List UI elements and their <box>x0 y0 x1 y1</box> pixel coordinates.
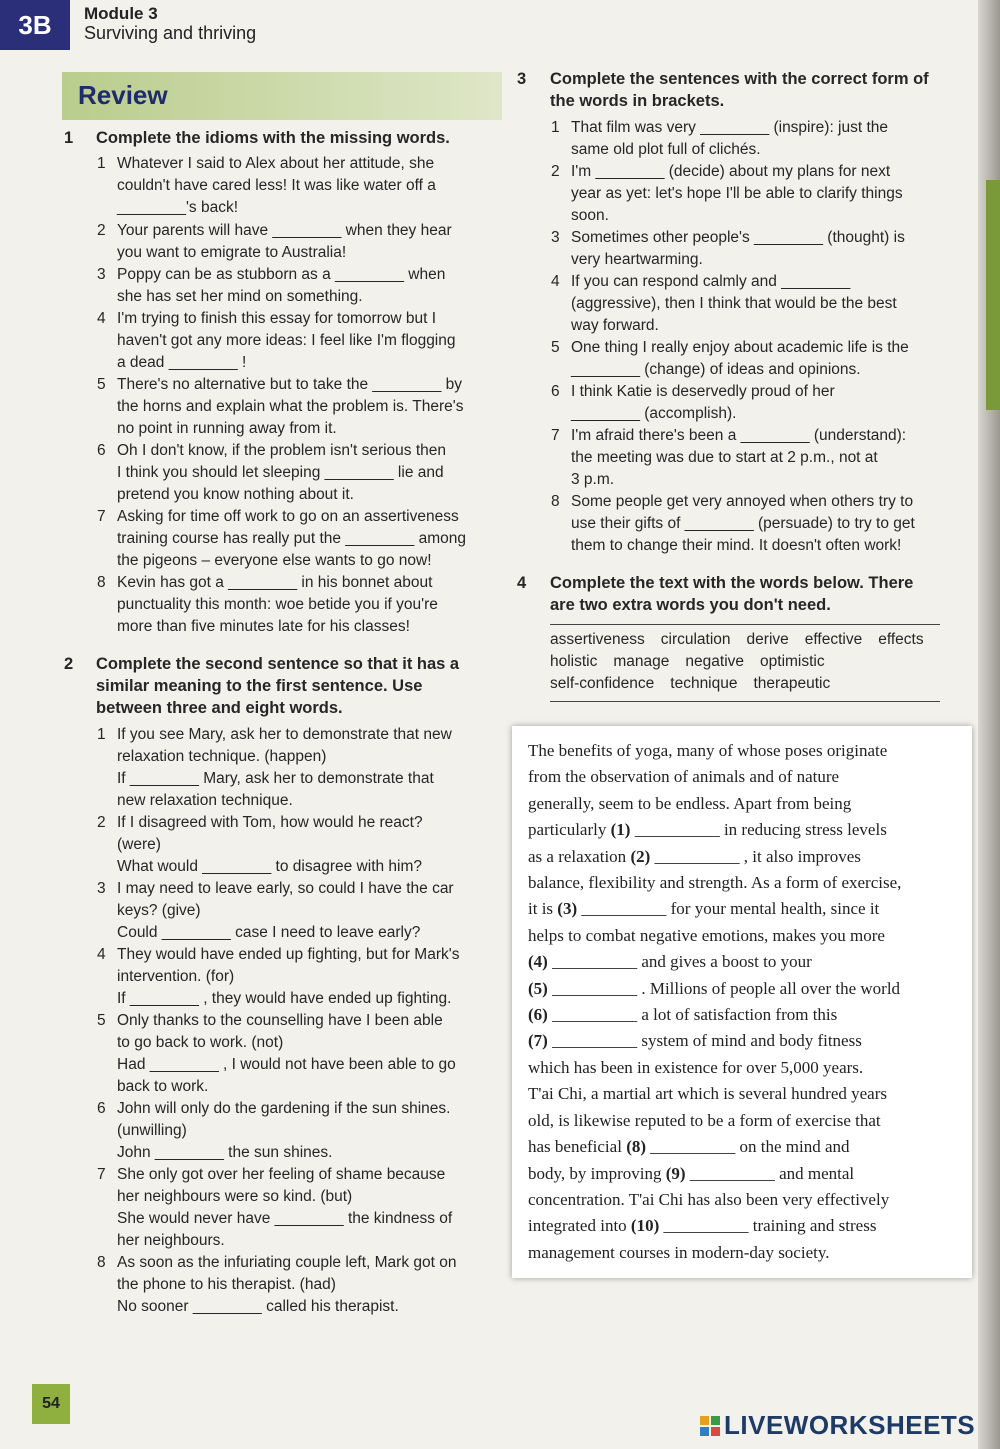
item-line: John will only do the gardening if the sun shines. <box>117 1100 451 1117</box>
section-4-heading-line: Complete the text with the words below. There <box>550 574 914 592</box>
item-line: Asking for time off work to go on an assertiveness <box>117 508 459 525</box>
item-line: ________ (change) of ideas and opinions. <box>571 361 861 378</box>
item-line: punctuality this month: woe betide you if you're <box>117 596 438 613</box>
item-number: 8 <box>551 493 560 510</box>
item-line: Poppy can be as stubborn as a ________ when <box>117 266 446 283</box>
item-number: 5 <box>97 376 106 393</box>
text-line: has beneficial (8) __________ on the mind and <box>528 1137 850 1157</box>
section-2-heading <box>96 653 459 719</box>
section-3-heading <box>550 68 929 112</box>
item-text <box>571 227 951 271</box>
item-number: 3 <box>97 880 106 897</box>
item-line: I'm trying to finish this essay for tomorrow but I <box>117 310 437 327</box>
text-line: T'ai Chi, a martial art which is several hundred years <box>528 1084 887 1104</box>
item-line: If you see Mary, ask her to demonstrate that new <box>117 726 452 743</box>
item-line: couldn't have cared less! It was like water off a <box>117 177 436 194</box>
item-line: relaxation technique. (happen) <box>117 748 327 765</box>
item-number: 6 <box>551 383 560 400</box>
item-text <box>571 381 951 425</box>
item-line: very heartwarming. <box>571 251 703 268</box>
item-line: Sometimes other people's ________ (thought) is <box>571 229 905 246</box>
item-line: ________ (accomplish). <box>571 405 737 422</box>
text-line: as a relaxation (2) __________ , it also improves <box>528 846 861 866</box>
item-text <box>117 506 497 572</box>
item-text <box>117 440 497 506</box>
item-line: Only thanks to the counselling have I been able <box>117 1012 443 1029</box>
item-line: haven't got any more ideas: I feel like I'm flogging <box>117 332 456 349</box>
item-text <box>571 161 951 227</box>
item-number: 8 <box>97 574 106 591</box>
item-line: use their gifts of ________ (persuade) to try to get <box>571 515 915 532</box>
page-number: 54 <box>32 1384 70 1424</box>
item-line: They would have ended up fighting, but for Mark's <box>117 946 460 963</box>
section-3-number: 3 <box>517 70 527 88</box>
item-number: 1 <box>97 726 106 743</box>
word-box <box>550 624 940 702</box>
item-number: 7 <box>97 1166 106 1183</box>
item-line: to go back to work. (not) <box>117 1034 284 1051</box>
item-text <box>117 878 497 944</box>
word-option: therapeutic <box>753 675 831 692</box>
word-option: optimistic <box>760 653 825 670</box>
yoga-text <box>528 738 960 1266</box>
module-title: Surviving and thriving <box>84 23 257 43</box>
item-line: John ________ the sun shines. <box>117 1144 333 1161</box>
item-text <box>117 1010 497 1098</box>
item-line: a dead ________ ! <box>117 354 247 371</box>
item-line: training course has really put the ________ among <box>117 530 466 547</box>
item-line: Oh I don't know, if the problem isn't serious then <box>117 442 447 459</box>
item-text <box>117 724 497 812</box>
text-line: concentration. T'ai Chi has also been very effectively <box>528 1189 890 1209</box>
item-number: 3 <box>551 229 560 246</box>
item-line: Some people get very annoyed when others try to <box>571 493 914 510</box>
item-text <box>117 220 497 264</box>
word-option: assertiveness <box>550 631 645 648</box>
section-2-heading-line: similar meaning to the first sentence. Use <box>96 677 423 695</box>
review-title: Review <box>78 80 168 110</box>
item-text <box>117 572 497 638</box>
text-line: (7) __________ system of mind and body fitness <box>528 1031 862 1051</box>
item-line: more than five minutes late for his classes! <box>117 618 410 635</box>
module-label: Module 3 <box>84 4 158 23</box>
item-number: 5 <box>97 1012 106 1029</box>
item-number: 2 <box>551 163 560 180</box>
chapter-tab <box>986 180 1000 410</box>
text-line: helps to combat negative emotions, makes you more <box>528 925 885 945</box>
item-line: soon. <box>571 207 609 224</box>
item-number: 2 <box>97 222 106 239</box>
item-line: ________'s back! <box>117 199 239 216</box>
item-line: the meeting was due to start at 2 p.m., not at <box>571 449 878 466</box>
section-3-heading-line: Complete the sentences with the correct form of <box>550 70 929 88</box>
item-number: 4 <box>97 310 106 327</box>
item-line: She would never have ________ the kindness of <box>117 1210 453 1227</box>
word-option: holistic <box>550 653 598 670</box>
item-text <box>571 491 951 557</box>
item-line: the phone to his therapist. (had) <box>117 1276 336 1293</box>
item-number: 4 <box>551 273 560 290</box>
section-2-heading-line: between three and eight words. <box>96 699 343 717</box>
item-line: If ________ Mary, ask her to demonstrate that <box>117 770 434 787</box>
item-line: her neighbours were so kind. (but) <box>117 1188 353 1205</box>
item-line: keys? (give) <box>117 902 201 919</box>
item-text <box>571 425 951 491</box>
item-number: 4 <box>97 946 106 963</box>
item-number: 1 <box>551 119 560 136</box>
item-line: same old plot full of clichés. <box>571 141 761 158</box>
item-line: 3 p.m. <box>571 471 615 488</box>
item-line: I may need to leave early, so could I have the car <box>117 880 454 897</box>
item-line: If ________ , they would have ended up fighting. <box>117 990 452 1007</box>
item-number: 6 <box>97 442 106 459</box>
word-list <box>550 629 940 695</box>
section-1-number: 1 <box>64 129 74 147</box>
item-line: intervention. (for) <box>117 968 235 985</box>
item-line: new relaxation technique. <box>117 792 293 809</box>
liveworksheets-watermark <box>700 1410 975 1441</box>
text-line: (6) __________ a lot of satisfaction from this <box>528 1005 838 1025</box>
item-line: her neighbours. <box>117 1232 225 1249</box>
item-text <box>117 374 497 440</box>
review-banner <box>62 72 502 120</box>
item-number: 1 <box>97 155 106 172</box>
liveworksheets-logo-icon <box>700 1416 720 1436</box>
item-line: I think Katie is deservedly proud of her <box>571 383 835 400</box>
item-text <box>117 1252 497 1318</box>
text-line: (5) __________ . Millions of people all over the world <box>528 978 901 998</box>
item-line: (were) <box>117 836 161 853</box>
item-line: back to work. <box>117 1078 209 1095</box>
item-line: (unwilling) <box>117 1122 187 1139</box>
text-line: generally, seem to be endless. Apart from being <box>528 793 852 813</box>
section-4-number: 4 <box>517 574 527 592</box>
text-line: management courses in modern-day society. <box>528 1242 830 1262</box>
item-text <box>117 264 497 308</box>
item-line: No sooner ________ called his therapist. <box>117 1298 399 1315</box>
item-number: 3 <box>97 266 106 283</box>
item-line: the pigeons – everyone else wants to go now! <box>117 552 432 569</box>
item-line: What would ________ to disagree with him? <box>117 858 423 875</box>
watermark-text: LIVEWORKSHEETS <box>724 1410 976 1440</box>
item-line: There's no alternative but to take the ________ by <box>117 376 463 393</box>
item-line: (aggressive), then I think that would be the best <box>571 295 897 312</box>
item-number: 5 <box>551 339 560 356</box>
word-option: effective <box>804 631 863 648</box>
item-number: 8 <box>97 1254 106 1271</box>
section-4-heading <box>550 572 913 616</box>
item-line: Could ________ case I need to leave early? <box>117 924 421 941</box>
word-option: effects <box>878 631 924 648</box>
word-option: self-confidence <box>550 675 655 692</box>
text-line: integrated into (10) __________ training and stress <box>528 1216 877 1236</box>
item-line: If I disagreed with Tom, how would he react? <box>117 814 423 831</box>
item-text <box>571 271 951 337</box>
item-text <box>117 944 497 1010</box>
section-3-heading-line: the words in brackets. <box>550 92 725 110</box>
item-text <box>571 117 951 161</box>
word-option: technique <box>670 675 738 692</box>
item-line: she has set her mind on something. <box>117 288 363 305</box>
item-line: them to change their mind. It doesn't often work! <box>571 537 902 554</box>
item-line: Kevin has got a ________ in his bonnet about <box>117 574 433 591</box>
item-line: you want to emigrate to Australia! <box>117 244 347 261</box>
word-option: derive <box>746 631 789 648</box>
item-line: the horns and explain what the problem is. There's <box>117 398 464 415</box>
item-line: One thing I really enjoy about academic life is the <box>571 339 909 356</box>
item-number: 6 <box>97 1100 106 1117</box>
item-text <box>571 337 951 381</box>
text-line: (4) __________ and gives a boost to your <box>528 952 812 972</box>
item-line: That film was very ________ (inspire): just the <box>571 119 889 136</box>
word-option: negative <box>685 653 745 670</box>
section-4-heading-line: are two extra words you don't need. <box>550 596 831 614</box>
item-line: Whatever I said to Alex about her attitude, she <box>117 155 435 172</box>
text-line: which has been in existence for over 5,000 years. <box>528 1057 864 1077</box>
item-line: year as yet: let's hope I'll be able to clarify things <box>571 185 903 202</box>
text-line: The benefits of yoga, many of whose poses originate <box>528 741 888 760</box>
item-line: way forward. <box>571 317 659 334</box>
text-line: from the observation of animals and of nature <box>528 767 840 787</box>
item-number: 2 <box>97 814 106 831</box>
section-2-heading-line: Complete the second sentence so that it has a <box>96 655 460 673</box>
text-line: body, by improving (9) __________ and mental <box>528 1163 855 1183</box>
item-text <box>117 308 497 374</box>
item-text <box>117 812 497 878</box>
unit-badge: 3B <box>0 0 70 50</box>
item-line: As soon as the infuriating couple left, Mark got on <box>117 1254 457 1271</box>
item-text <box>117 1164 497 1252</box>
item-line: I'm afraid there's been a ________ (understand): <box>571 427 907 444</box>
section-1-heading: Complete the idioms with the missing words. <box>96 129 450 147</box>
item-line: no point in running away from it. <box>117 420 337 437</box>
word-option: manage <box>613 653 670 670</box>
item-line: I'm ________ (decide) about my plans for next <box>571 163 891 180</box>
section-2-number: 2 <box>64 655 74 673</box>
yoga-text-box <box>512 726 972 1278</box>
item-text <box>117 153 497 219</box>
item-text <box>117 1098 497 1164</box>
item-line: Your parents will have ________ when they hear <box>117 222 452 239</box>
item-number: 7 <box>551 427 560 444</box>
item-line: If you can respond calmly and ________ <box>571 273 851 290</box>
text-line: particularly (1) __________ in reducing stress levels <box>528 820 887 840</box>
item-line: She only got over her feeling of shame because <box>117 1166 446 1183</box>
item-line: I think you should let sleeping ________ lie and <box>117 464 444 481</box>
text-line: old, is likewise reputed to be a form of exercise that <box>528 1110 881 1130</box>
text-line: it is (3) __________ for your mental health, since it <box>528 899 880 919</box>
text-line: balance, flexibility and strength. As a form of exercise, <box>528 873 902 893</box>
word-option: circulation <box>660 631 731 648</box>
item-line: pretend you know nothing about it. <box>117 486 354 503</box>
item-number: 7 <box>97 508 106 525</box>
item-line: Had ________ , I would not have been able to go <box>117 1056 456 1073</box>
